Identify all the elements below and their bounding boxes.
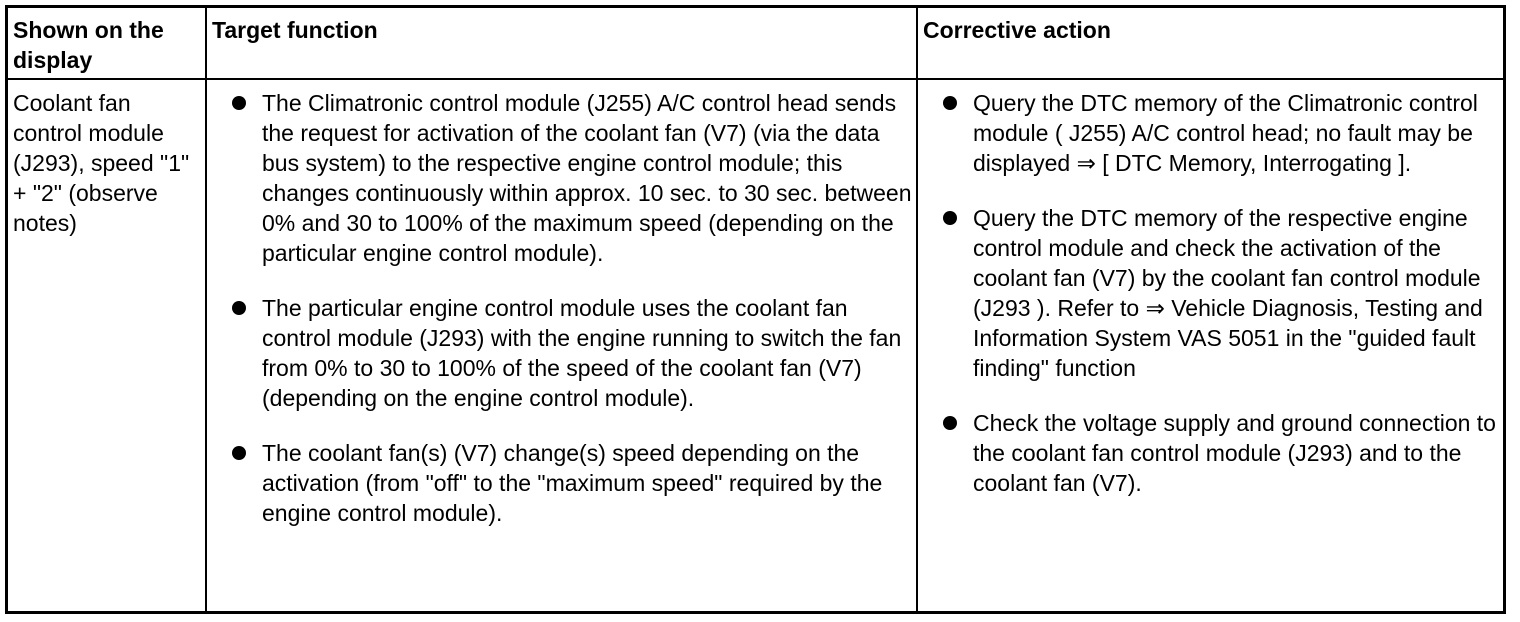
target-function-cell <box>212 88 914 553</box>
list-item: The Climatronic control module (J255) A/C control head sends the request for activation of the coolant fan (V7) (via the data bus system) to the respective engine control module; this changes continuously within approx. 10 sec. to 30 sec. between 0% and 30 to 100% of the maximum speed (depending on the particular engine control module). <box>212 88 914 268</box>
display-cell: Coolant fan control module (J293), speed "1" + "2" (observe notes) <box>13 90 190 236</box>
bullet-icon <box>943 416 957 430</box>
list-item: The coolant fan(s) (V7) change(s) speed depending on the activation (from "off" to the "maximum speed" required by the engine control module). <box>212 438 914 528</box>
header-target-function: Target function <box>212 17 378 43</box>
bullet-icon <box>232 301 246 315</box>
bullet-icon <box>943 96 957 110</box>
list-item: Query the DTC memory of the Climatronic control module ( J255) A/C control head; no fault may be displayed ⇒ [ DTC Memory, Interrogating ]. <box>923 88 1505 178</box>
list-item: Check the voltage supply and ground connection to the coolant fan control module (J293) and to the coolant fan (V7). <box>923 408 1505 498</box>
header-divider <box>8 78 1503 80</box>
bullet-icon <box>943 211 957 225</box>
info-table <box>5 5 1506 614</box>
column-divider-1 <box>205 8 207 611</box>
column-divider-2 <box>916 8 918 611</box>
bullet-icon <box>232 96 246 110</box>
header-corrective-action: Corrective action <box>923 17 1111 43</box>
header-shown-on-display: Shown on the display <box>13 17 164 73</box>
corrective-action-cell <box>923 88 1505 523</box>
list-item: Query the DTC memory of the respective engine control module and check the activation of the coolant fan (V7) by the coolant fan control module (J293 ). Refer to ⇒ Vehicle Diagnosis, Testing and Information System VAS 5051 in the "guided fault finding" function <box>923 203 1505 383</box>
bullet-icon <box>232 446 246 460</box>
list-item: The particular engine control module uses the coolant fan control module (J293) with the engine running to switch the fan from 0% to 30 to 100% of the speed of the coolant fan (V7) (depending on the engine control module). <box>212 293 914 413</box>
corrective-action-list <box>923 88 1505 498</box>
target-function-list <box>212 88 914 528</box>
